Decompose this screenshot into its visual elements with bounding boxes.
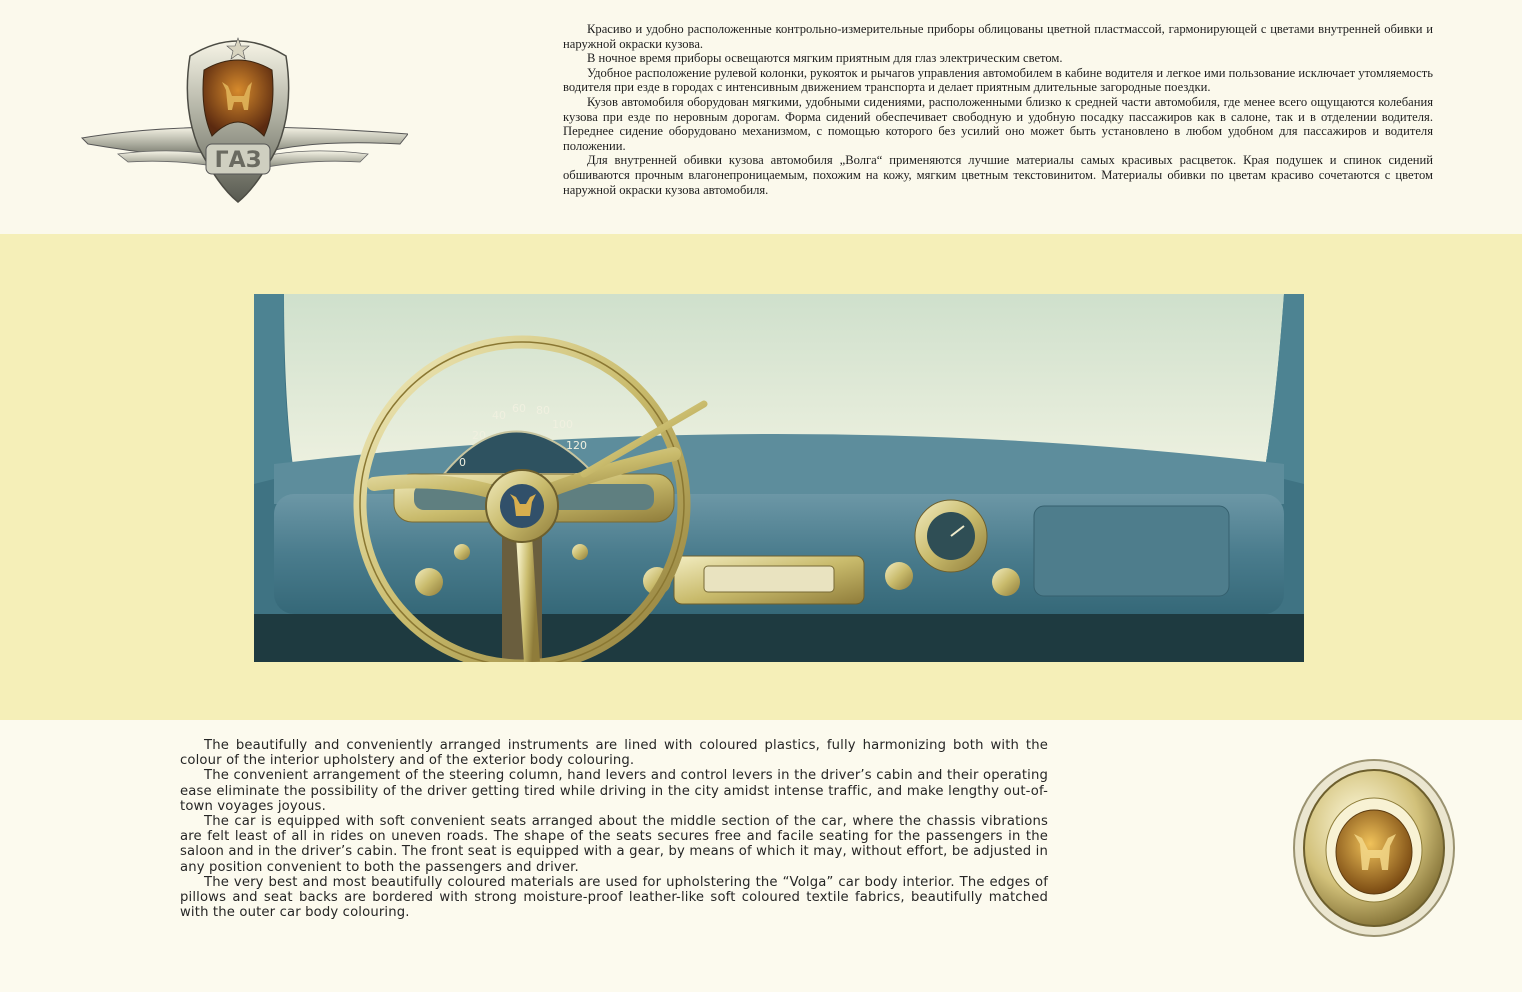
russian-description (563, 22, 1433, 197)
speed-label: 60 (512, 402, 526, 415)
emblem-text: ГАЗ (214, 148, 262, 173)
ru-paragraph: В ночное время приборы освещаются мягким приятным для глаз электрическим светом. (587, 51, 1063, 66)
ru-paragraph: Удобное расположение рулевой колонки, рукояток и рычагов управления автомобилем в кабине водителя и легкое ими пользование исключает утомляемость водителя при езде в городах с интенсивным движением транспорта и делает приятным длительные загородные поездки. (563, 65, 1433, 95)
speed-label: 100 (552, 418, 573, 431)
speed-label: 80 (536, 404, 550, 417)
en-paragraph: The beautifully and conveniently arranged instruments are lined with coloured plastics, fully harmonizing both with the colour of the interior upholstery and of the exterior body colouring. (180, 738, 1048, 769)
ru-paragraph: Красиво и удобно расположенные контрольно-измерительные приборы облицованы цветной пластмассой, гармонирующей с цветами внутренней обивки и наружной окраски кузова. (563, 22, 1433, 51)
en-paragraph: The very best and most beautifully coloured materials are used for upholstering the “Volga” car body interior. The edges of pillows and seat backs are bordered with strong moisture-proof leather-like soft coloured textile fabrics, beautifully matched with the outer car body colouring. (180, 874, 1048, 921)
ru-paragraph: Кузов автомобиля оборудован мягкими, удобными сидениями, расположенными близко к средней части автомобиля, где менее всего ощущаются колебания кузова при езде по неровным дорогам. Форма сидений обеспечивает свободную и удобную посадку пассажиров как в салоне, так и в отделении водителя. Переднее сидение оборудовано механизмом, с помощью которого без усилий оно может быть установлено в любом удобном для пассажиров и водителя положении. (563, 94, 1433, 153)
en-paragraph: The convenient arrangement of the steering column, hand levers and control levers in the driver’s cabin and their operating ease eliminate the possibility of the driver getting tired while driving in the city amidst intense traffic, and make lengthy out-of-town voyages joyous. (180, 768, 1048, 814)
en-paragraph: The car is equipped with soft convenient seats arranged about the middle section of the car, where the chassis vibrations are felt least of all in rides on uneven roads. The shape of the seats secures free and facile seating for the passengers in the saloon and in the driver’s cabin. The front seat is equipped with a gear, by means of which it may, without effort, be adjusted in any position convenient to both the passengers and driver. (180, 814, 1048, 875)
english-description (180, 738, 1048, 920)
ru-paragraph: Для внутренней обивки кузова автомобиля „Волга“ применяются лучшие материалы самых красивых расцветок. Края подушек и спинок сидений обшиваются прочным влагонепроницаемым, похожим на кожу, мягким цветным текстовинитом. Материалы обивки по цветам красиво сочетаются с цветом наружной окраски кузова автомобиля. (563, 153, 1433, 197)
speed-label: 20 (472, 429, 486, 442)
speed-label: 120 (566, 439, 587, 452)
gaz-winged-emblem-icon (78, 26, 408, 206)
speed-label: 40 (492, 409, 506, 422)
horn-button-medallion-icon (1288, 752, 1460, 942)
speed-label: 0 (459, 456, 466, 469)
dashboard-illustration (254, 294, 1304, 662)
